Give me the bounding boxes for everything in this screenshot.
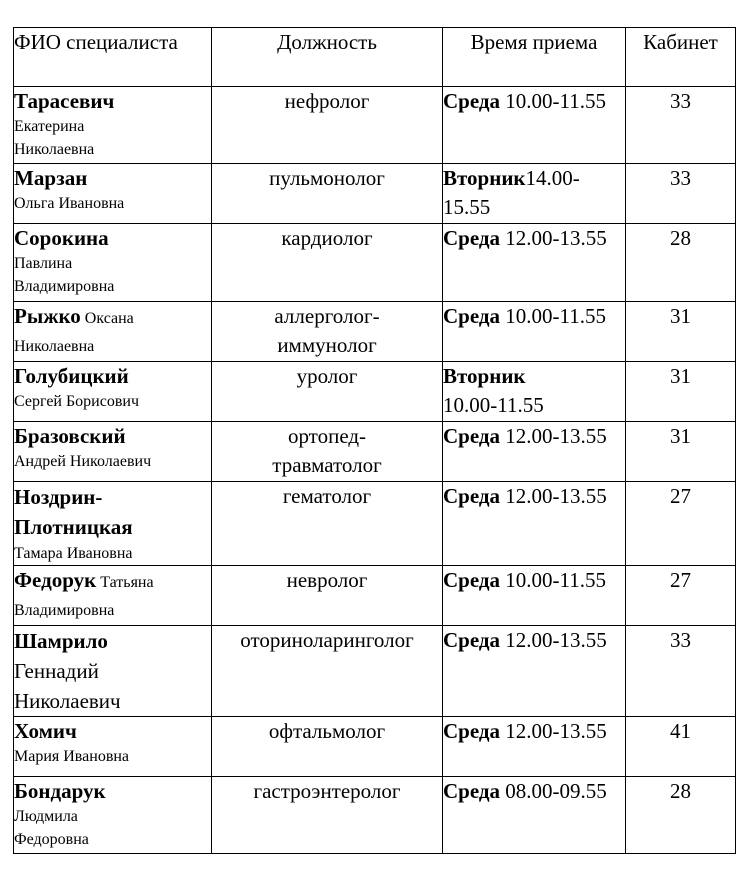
position-cell: аллерголог-иммунолог — [212, 302, 443, 362]
position-cell: ортопед-травматолог — [212, 422, 443, 482]
specialist-schedule-table — [13, 27, 736, 854]
reception-day: Среда — [443, 719, 501, 743]
specialist-name-cell — [14, 422, 212, 482]
room-cell: 28 — [626, 224, 736, 302]
time-cell — [443, 566, 626, 626]
specialist-surname: Бразовский — [14, 424, 126, 448]
specialist-full-name — [14, 302, 211, 361]
room-cell: 33 — [626, 87, 736, 164]
specialist-given-name: Ольга Ивановна — [14, 195, 125, 212]
room-cell: 31 — [626, 422, 736, 482]
reception-day: Среда — [443, 779, 501, 803]
specialist-given-name: Людмила Федоровна — [14, 808, 89, 848]
position-cell: уролог — [212, 362, 443, 422]
specialist-surname: Хомич — [14, 719, 77, 743]
header-room: Кабинет — [626, 28, 736, 87]
header-time: Время приема — [443, 28, 626, 87]
table-row — [14, 422, 736, 482]
position-cell: нефролог — [212, 87, 443, 164]
specialist-name-cell — [14, 302, 212, 362]
specialist-surname: Шамрило — [14, 629, 108, 653]
time-cell — [443, 422, 626, 482]
reception-hours: 12.00-13.55 — [505, 424, 607, 448]
room-cell: 27 — [626, 482, 736, 566]
reception-hours: 10.00-11.55 — [505, 568, 606, 592]
table-row — [14, 302, 736, 362]
table-header-row — [14, 28, 736, 87]
time-cell — [443, 164, 626, 224]
specialist-name-cell — [14, 87, 212, 164]
time-cell — [443, 717, 626, 777]
position-cell: оториноларинголог — [212, 626, 443, 717]
specialist-given-name: Екатерина Николаевна — [14, 118, 95, 158]
specialist-surname: Марзан — [14, 166, 88, 190]
specialist-given-name: Геннадий Николаевич — [14, 659, 121, 713]
specialist-given-name: Андрей Николаевич — [14, 453, 152, 470]
reception-hours: 10.00-11.55 — [505, 89, 606, 113]
specialist-surname: Тарасевич — [14, 89, 115, 113]
specialist-surname: Рыжко — [14, 304, 81, 328]
reception-day: Среда — [443, 424, 501, 448]
specialist-given-name: Татьяна Владимировна — [14, 574, 154, 619]
table-row — [14, 777, 736, 854]
table-row — [14, 566, 736, 626]
reception-day: Вторник — [443, 364, 526, 388]
specialist-name-cell — [14, 626, 212, 717]
time-cell — [443, 87, 626, 164]
position-cell: кардиолог — [212, 224, 443, 302]
position-cell: гематолог — [212, 482, 443, 566]
table-row — [14, 626, 736, 717]
reception-day: Среда — [443, 484, 501, 508]
position-cell: гастроэнтеролог — [212, 777, 443, 854]
specialist-given-name: Сергей Борисович — [14, 393, 139, 410]
reception-hours: 12.00-13.55 — [505, 628, 607, 652]
table-row — [14, 717, 736, 777]
table-row — [14, 224, 736, 302]
position-cell: невролог — [212, 566, 443, 626]
specialist-full-name — [14, 566, 211, 625]
reception-hours: 12.00-13.55 — [505, 719, 607, 743]
reception-day: Среда — [443, 628, 501, 652]
time-cell — [443, 777, 626, 854]
specialist-given-name: Павлина Владимировна — [14, 255, 115, 295]
specialist-surname: Федорук — [14, 568, 97, 592]
specialist-given-name: Тамара Ивановна — [14, 545, 133, 562]
reception-day: Среда — [443, 304, 501, 328]
reception-day: Среда — [443, 89, 501, 113]
specialist-name-cell — [14, 362, 212, 422]
reception-hours: 12.00-13.55 — [505, 226, 607, 250]
header-position: Должность — [212, 28, 443, 87]
time-cell — [443, 482, 626, 566]
specialist-name-cell — [14, 482, 212, 566]
reception-hours: 08.00-09.55 — [505, 779, 607, 803]
specialist-given-name: Мария Ивановна — [14, 748, 130, 765]
table-row — [14, 482, 736, 566]
table-row — [14, 362, 736, 422]
room-cell: 31 — [626, 302, 736, 362]
reception-hours: 10.00-11.55 — [505, 304, 606, 328]
reception-hours: 10.00-11.55 — [443, 393, 544, 417]
room-cell: 33 — [626, 164, 736, 224]
room-cell: 41 — [626, 717, 736, 777]
position-cell: пульмонолог — [212, 164, 443, 224]
header-name: ФИО специалиста — [14, 28, 212, 87]
room-cell: 31 — [626, 362, 736, 422]
reception-day: Вторник — [443, 166, 526, 190]
table-row — [14, 164, 736, 224]
time-cell — [443, 302, 626, 362]
specialist-surname: Бондарук — [14, 779, 106, 803]
reception-hours: 12.00-13.55 — [505, 484, 607, 508]
specialist-name-cell — [14, 717, 212, 777]
reception-day: Среда — [443, 568, 501, 592]
reception-day: Среда — [443, 226, 501, 250]
room-cell: 33 — [626, 626, 736, 717]
table-row — [14, 87, 736, 164]
specialist-surname: Ноздрин-Плотницкая — [14, 485, 133, 539]
specialist-surname: Сорокина — [14, 226, 109, 250]
specialist-name-cell — [14, 777, 212, 854]
time-cell — [443, 626, 626, 717]
specialist-name-cell — [14, 164, 212, 224]
time-cell — [443, 362, 626, 422]
position-cell: офтальмолог — [212, 717, 443, 777]
schedule-page — [13, 27, 735, 854]
reception-hours: 14.00-15.55 — [443, 166, 580, 219]
room-cell: 27 — [626, 566, 736, 626]
specialist-surname: Голубицкий — [14, 364, 129, 388]
specialist-name-cell — [14, 224, 212, 302]
specialist-given-name: Оксана Николаевна — [14, 310, 134, 355]
time-cell — [443, 224, 626, 302]
room-cell: 28 — [626, 777, 736, 854]
specialist-name-cell — [14, 566, 212, 626]
